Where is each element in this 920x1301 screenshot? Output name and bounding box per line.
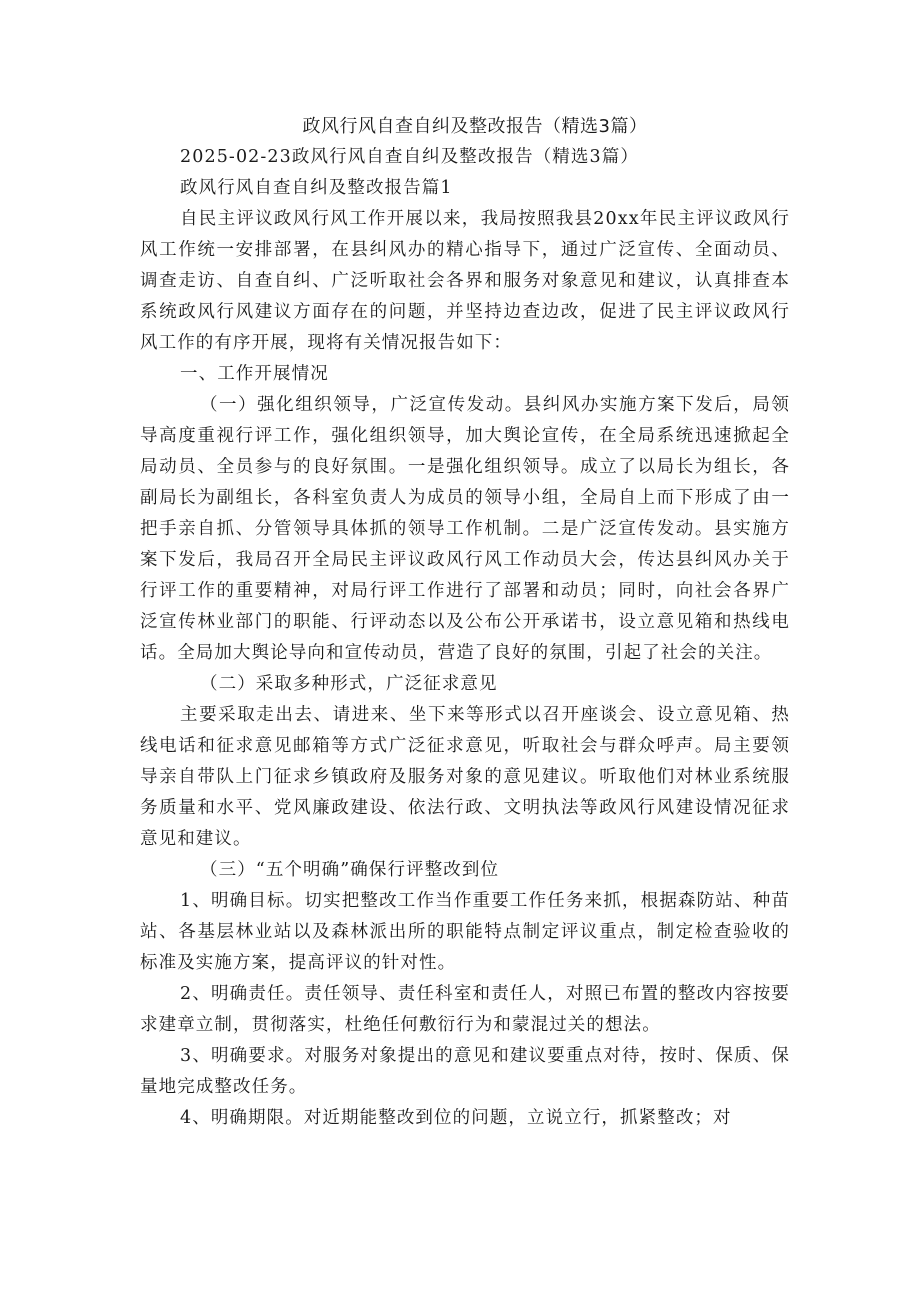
subsection-1-paragraph: （一）强化组织领导，广泛宣传发动。县纠风办实施方案下发后，局领导高度重视行评工作，强化组织领导，加大舆论宣传，在全局系统迅速掀起全局动员、全员参与的良好氛围。一是强化组织领导。成立了以局长为组长，各副局长为副组长，各科室负责人为成员的领导小组，全局自上而下形成了由一把手亲自抓、分管领导具体抓的领导工作机制。二是广泛宣传发动。县实施方案下发后，我局召开全局民主评议政风行风工作动员大会，传达县纠风办关于行评工作的重要精神，对局行评工作进行了部署和动员；同时，向社会各界广泛宣传林业部门的职能、行评动态以及公布公开承诺书，设立意见箱和热线电话。全局加大舆论导向和宣传动员，营造了良好的氛围，引起了社会的关注。 bbox=[140, 395, 790, 663]
article-heading: 政风行风自查自纠及整改报告篇1 bbox=[180, 178, 453, 198]
document-date-subtitle: 2025-02-23政风行风自查自纠及整改报告（精选3篇） bbox=[180, 147, 639, 167]
intro-paragraph: 自民主评议政风行风工作开展以来，我局按照我县20xx年民主评议政风行风工作统一安排部署，在县纠风办的精心指导下，通过广泛宣传、全面动员、调查走访、自查自纠、广泛听取社会各界和服务对象意见和建议，认真排查本系统政风行风建议方面存在的问题，并坚持边查边改，促进了民主评议政风行风工作的有序开展，现将有关情况报告如下： bbox=[140, 209, 790, 353]
list-item-3: 3、明确要求。对服务对象提出的意见和建议要重点对待，按时、保质、保量地完成整改任务。 bbox=[140, 1046, 790, 1097]
list-item-2: 2、明确责任。责任领导、责任科室和责任人，对照已布置的整改内容按要求建章立制，贯彻落实，杜绝任何敷衍行为和蒙混过关的想法。 bbox=[140, 984, 790, 1035]
subsection-2-heading: （二）采取多种形式，广泛征求意见 bbox=[200, 674, 498, 694]
list-item-4: 4、明确期限。对近期能整改到位的问题，立说立行，抓紧整改；对 bbox=[180, 1108, 732, 1128]
document-page bbox=[140, 112, 790, 1134]
section-heading-1: 一、工作开展情况 bbox=[180, 364, 329, 384]
document-title: 政风行风自查自纠及整改报告（精选3篇） bbox=[302, 116, 648, 137]
subsection-3-heading: （三）“五个明确”确保行评整改到位 bbox=[200, 860, 500, 880]
list-item-1: 1、明确目标。切实把整改工作当作重要工作任务来抓，根据森防站、种苗站、各基层林业站以及森林派出所的职能特点制定评议重点，制定检查验收的标准及实施方案，提高评议的针对性。 bbox=[140, 891, 790, 973]
subsection-2-paragraph: 主要采取走出去、请进来、坐下来等形式以召开座谈会、设立意见箱、热线电话和征求意见邮箱等方式广泛征求意见，听取社会与群众呼声。局主要领导亲自带队上门征求乡镇政府及服务对象的意见建议。听取他们对林业系统服务质量和水平、党风廉政建设、依法行政、文明执法等政风行风建设情况征求意见和建议。 bbox=[140, 705, 790, 849]
